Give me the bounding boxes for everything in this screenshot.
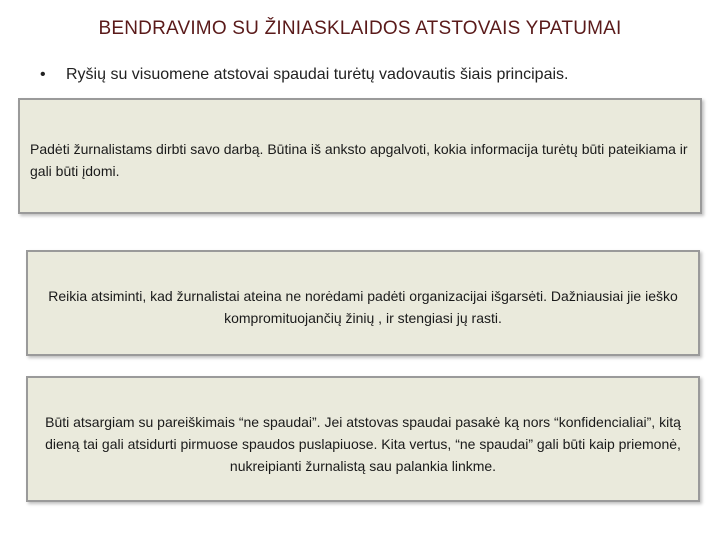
principle-text-3: Būti atsargiam su pareiškimais “ne spaudai”. Jei atstovas spaudai pasakė ką nors “konfidencialiai”, kitą dieną tai gali atsidurti pirmuose spaudos puslapiuose. Kita vertus, “ne spaudai” gali būti kaip priemonė, nukreipianti žurnalistą sau palankia linkme. <box>45 414 681 474</box>
page-title: BENDRAVIMO SU ŽINIASKLAIDOS ATSTOVAIS YPATUMAI <box>98 18 622 39</box>
bullet-marker: • <box>40 66 46 83</box>
principle-box-3 <box>26 376 700 502</box>
principle-text-1: Padėti žurnalistams dirbti savo darbą. Būtina iš anksto apgalvoti, kokia informacija turėtų būti pateikiama ir gali būti įdomi. <box>30 141 688 179</box>
intro-bullet <box>40 66 700 84</box>
principle-box-2 <box>26 250 700 356</box>
principle-box-1 <box>18 98 702 214</box>
intro-text: Ryšių su visuomene atstovai spaudai turėtų vadovautis šiais principais. <box>66 66 569 83</box>
principle-text-2: Reikia atsiminti, kad žurnalistai ateina ne norėdami padėti organizacijai išgarsėti. Dažniausiai jie ieško kompromituojančių žinių , ir stengiasi jų rasti. <box>48 288 678 326</box>
